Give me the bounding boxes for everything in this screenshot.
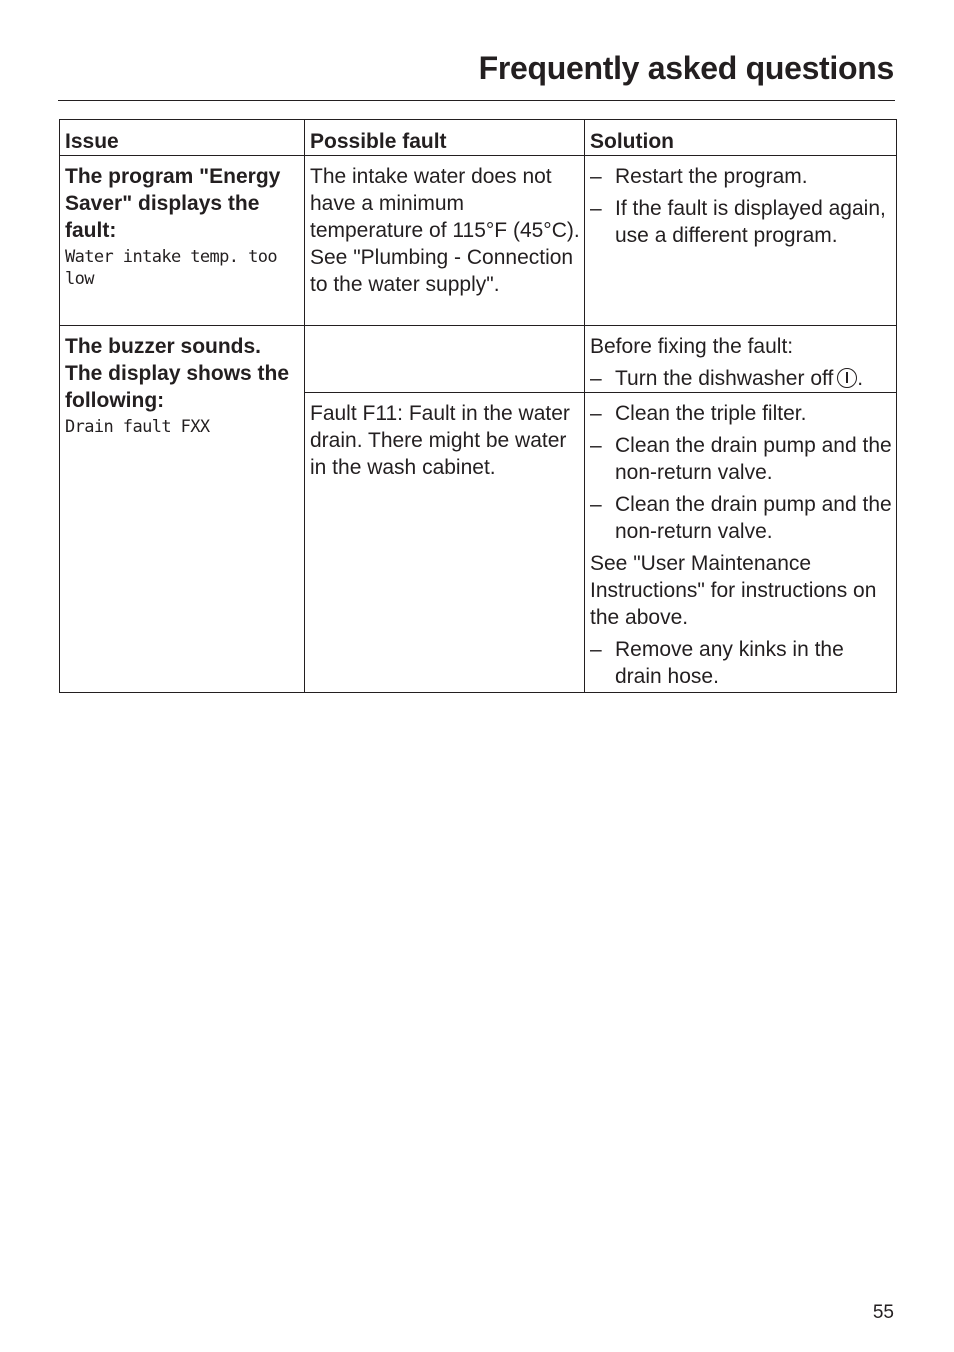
power-off-icon	[837, 368, 857, 388]
dash-bullet: –	[590, 165, 602, 188]
solution-text: Remove any kinks in the drain hose.	[615, 638, 844, 688]
page-title: Frequently asked questions	[478, 50, 894, 86]
page-number: 55	[872, 1302, 894, 1323]
solution-list	[590, 636, 892, 690]
column-header-possible-fault: Possible fault	[305, 120, 585, 156]
issue-cell	[60, 326, 305, 693]
issue-title: The buzzer sounds. The display shows the following:	[65, 335, 290, 412]
issue-title: The program "Energy Saver" displays the fault:	[65, 165, 281, 242]
faq-table	[59, 119, 897, 693]
solution-list	[590, 400, 892, 545]
title-rule	[58, 100, 895, 101]
solution-item	[590, 163, 892, 190]
dash-bullet: –	[590, 638, 602, 661]
solution-text: If the fault is displayed again, use a different program.	[615, 197, 886, 247]
table-row	[60, 156, 897, 326]
solution-item	[590, 365, 892, 392]
solution-text-end: .	[857, 367, 864, 390]
solution-text: Restart the program.	[615, 165, 808, 188]
solution-text: Clean the drain pump and the non-return valve.	[615, 434, 892, 484]
solution-cell	[585, 326, 897, 393]
solution-item	[590, 491, 892, 545]
solution-item	[590, 195, 892, 249]
table-row	[60, 326, 897, 393]
solution-text: Clean the drain pump and the non-return valve.	[615, 493, 892, 543]
dash-bullet: –	[590, 197, 602, 220]
column-header-solution: Solution	[585, 120, 897, 156]
dash-bullet: –	[590, 493, 602, 516]
solution-item	[590, 432, 892, 486]
solution-list	[590, 365, 892, 392]
solution-item	[590, 636, 892, 690]
column-header-issue: Issue	[60, 120, 305, 156]
fault-cell-empty	[305, 326, 585, 393]
display-message: Drain fault FXX	[65, 417, 210, 437]
dash-bullet: –	[590, 402, 602, 425]
solution-item	[590, 400, 892, 427]
dash-bullet: –	[590, 367, 602, 390]
solution-cell	[585, 156, 897, 326]
solution-list	[590, 163, 892, 249]
solution-text: Clean the triple filter.	[615, 402, 807, 425]
table-header-row	[60, 120, 897, 156]
fault-cell: The intake water does not have a minimum temperature of 115°F (45°C). See "Plumbing - Connection to the water supply".	[305, 156, 585, 326]
solution-note: Before fixing the fault:	[590, 335, 794, 358]
solution-text: Turn the dishwasher off	[615, 367, 834, 390]
dash-bullet: –	[590, 434, 602, 457]
solution-cell	[585, 393, 897, 693]
display-message: Water intake temp. too low	[65, 247, 277, 289]
issue-cell	[60, 156, 305, 326]
solution-note: See "User Maintenance Instructions" for instructions on the above.	[590, 552, 877, 629]
fault-cell: Fault F11: Fault in the water drain. There might be water in the wash cabinet.	[305, 393, 585, 693]
